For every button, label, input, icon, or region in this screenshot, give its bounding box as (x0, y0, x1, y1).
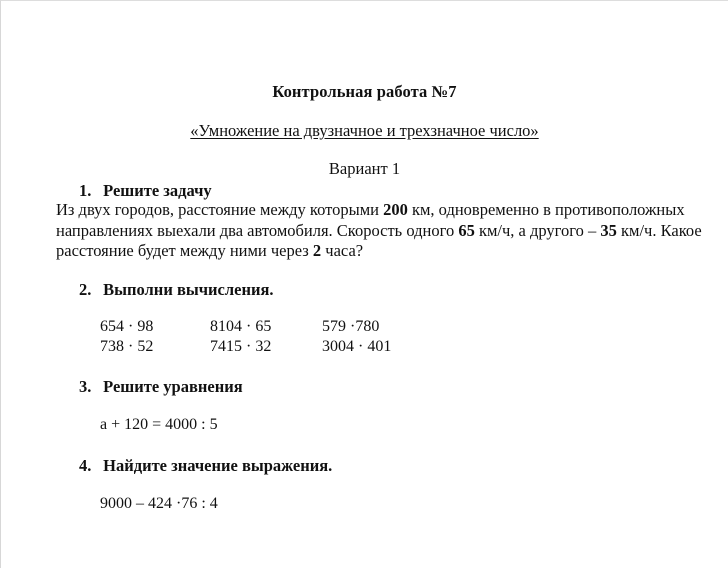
task-2-heading (79, 280, 274, 300)
task-1-title: Решите задачу (103, 181, 212, 200)
problem-speed-1-value: 65 (458, 220, 475, 240)
equation: а + 120 = 4000 : 5 (100, 416, 218, 433)
variant-label: Вариант 1 (328, 159, 401, 178)
task-2-title: Выполни вычисления. (103, 280, 274, 299)
problem-text-part: Из двух городов, расстояние между которыми (56, 200, 384, 219)
task-3-heading (79, 377, 243, 397)
calc-expression: 8104 · 65 (210, 318, 272, 335)
problem-speed-2-value: 35 (600, 220, 617, 240)
task-1-heading (79, 181, 212, 201)
document-title: Контрольная работа №7 (272, 82, 457, 101)
problem-distance-value: 200 (383, 200, 408, 219)
task-4-heading (79, 456, 332, 476)
task-2-number: 2. (79, 280, 92, 299)
task-3-number: 3. (79, 377, 92, 396)
task-1-number: 1. (79, 181, 92, 200)
calc-expression: 654 · 98 (100, 318, 154, 335)
calc-expression: 7415 · 32 (210, 338, 272, 355)
calc-expression: 3004 · 401 (322, 338, 392, 355)
expression: 9000 – 424 ·76 : 4 (100, 495, 218, 512)
task-1-problem-text (56, 200, 706, 262)
task-3-title: Решите уравнения (103, 377, 243, 396)
problem-time-value: 2 (312, 241, 322, 260)
problem-text-part: км, одновременно в противоположных направлениях выехали два автомобиля. Скорость одного (56, 200, 685, 240)
task-4-title: Найдите значение выражения. (103, 456, 333, 475)
problem-text-part: часа? (321, 241, 364, 260)
calc-expression: 738 · 52 (100, 338, 154, 355)
document-subtitle: «Умножение на двузначное и трехзначное число» (190, 121, 539, 140)
task-4-number: 4. (79, 456, 92, 475)
problem-text-part: км/ч. Какое расстояние будет между ними через (56, 220, 702, 260)
problem-text-part: км/ч, а другого – (474, 220, 601, 240)
calc-expression: 579 ·780 (322, 318, 380, 335)
